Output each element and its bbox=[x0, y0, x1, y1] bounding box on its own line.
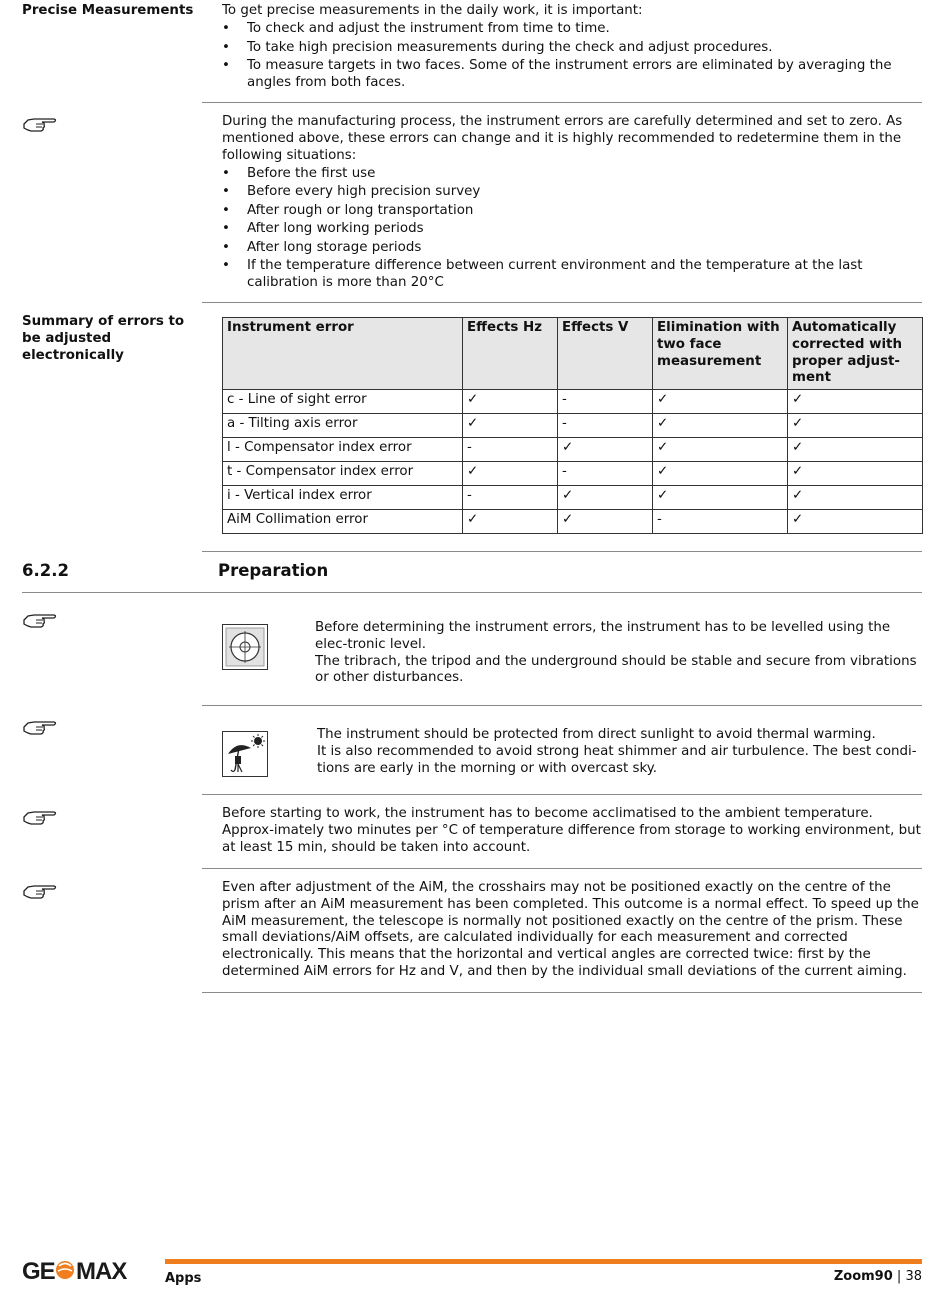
column-header: Automatically corrected with proper adjust-ment bbox=[788, 318, 923, 390]
list-item: • To measure targets in two faces. Some of the instrument errors are eliminated by averaging the angles from both faces. bbox=[222, 58, 922, 92]
table-cell: i - Vertical index error bbox=[223, 486, 463, 510]
list-item: • Before the first use bbox=[222, 166, 922, 183]
table-cell: ✓ bbox=[788, 486, 923, 510]
table-row bbox=[223, 390, 923, 414]
list-item: • To take high precision measurements during the check and adjust procedures. bbox=[222, 40, 922, 57]
table-header-row bbox=[223, 318, 923, 390]
table-cell: - bbox=[558, 390, 653, 414]
footer-section-name: Apps bbox=[165, 1271, 202, 1286]
pointing-hand-icon bbox=[22, 611, 58, 629]
list-item: • After long working periods bbox=[222, 221, 922, 238]
svg-text:MAX: MAX bbox=[76, 1258, 127, 1282]
footer-accent-bar bbox=[165, 1259, 922, 1264]
note-level-line1: Before determining the instrument errors, the instrument has to be levelled using the elec-tronic level. bbox=[315, 620, 891, 652]
footer-product: Zoom90 bbox=[833, 1269, 893, 1284]
table-cell: - bbox=[558, 462, 653, 486]
list-item: • Before every high precision survey bbox=[222, 184, 922, 201]
note-level-block bbox=[315, 620, 922, 687]
footer-page-info bbox=[834, 1269, 922, 1286]
table-cell: ✓ bbox=[463, 390, 558, 414]
table-cell: ✓ bbox=[558, 510, 653, 534]
table-cell: - bbox=[463, 486, 558, 510]
divider bbox=[202, 868, 922, 869]
level-bubble-icon bbox=[222, 624, 268, 670]
precise-intro: To get precise measurements in the daily work, it is important: bbox=[222, 3, 643, 18]
note-level-line2: The tribrach, the tripod and the underground should be stable and secure from vibrations or other disturbances. bbox=[315, 653, 917, 686]
note-acclimatise-text: Before starting to work, the instrument has to become acclimatised to the ambient temperature. Approx-imately two minutes per °C of temperature difference from storage to working environment, but at least 15 min, should be taken into account. bbox=[222, 806, 921, 855]
precise-bullets bbox=[222, 21, 922, 91]
table-cell: ✓ bbox=[653, 438, 788, 462]
section-title: Preparation bbox=[218, 561, 329, 580]
list-item: • After rough or long transportation bbox=[222, 203, 922, 220]
table-cell: - bbox=[558, 414, 653, 438]
divider bbox=[202, 551, 922, 552]
table-row bbox=[223, 438, 923, 462]
table-cell: ✓ bbox=[788, 510, 923, 534]
table-cell: ✓ bbox=[653, 390, 788, 414]
pointing-hand-icon bbox=[22, 718, 58, 736]
table-cell: ✓ bbox=[653, 462, 788, 486]
column-header: Elimination with two face measurement bbox=[653, 318, 788, 390]
divider bbox=[202, 794, 922, 795]
pointing-hand-icon bbox=[22, 808, 58, 826]
column-header: Instrument error bbox=[223, 318, 463, 390]
table-cell: ✓ bbox=[463, 462, 558, 486]
table-cell: - bbox=[653, 510, 788, 534]
divider bbox=[202, 705, 922, 706]
note-sun-line1: The instrument should be protected from direct sunlight to avoid thermal warming. bbox=[317, 727, 876, 742]
note-sun-line2: It is also recommended to avoid strong heat shimmer and air turbulence. The best condi-tions are early in the morning or with overcast sky. bbox=[317, 743, 917, 776]
pointing-hand-icon bbox=[22, 882, 58, 900]
sun-umbrella-icon bbox=[222, 731, 268, 777]
table-cell: ✓ bbox=[788, 438, 923, 462]
table-cell: t - Compensator index error bbox=[223, 462, 463, 486]
footer-page-number: 38 bbox=[905, 1269, 922, 1284]
divider bbox=[202, 992, 922, 993]
divider bbox=[202, 302, 922, 303]
table-row bbox=[223, 414, 923, 438]
table-cell: ✓ bbox=[788, 462, 923, 486]
table-cell: ✓ bbox=[653, 486, 788, 510]
divider bbox=[22, 592, 922, 593]
footer-separator: | bbox=[896, 1269, 902, 1284]
list-item: • After long storage periods bbox=[222, 240, 922, 257]
note-sun-block bbox=[317, 727, 922, 777]
geomax-logo bbox=[22, 1258, 152, 1282]
table-row bbox=[223, 462, 923, 486]
column-header: Effects Hz bbox=[463, 318, 558, 390]
table-cell: ✓ bbox=[558, 438, 653, 462]
table-cell: c - Line of sight error bbox=[223, 390, 463, 414]
note1-bullets bbox=[222, 166, 922, 292]
table-cell: ✓ bbox=[788, 414, 923, 438]
table-row bbox=[223, 486, 923, 510]
errors-table bbox=[222, 317, 923, 534]
table-cell: ✓ bbox=[653, 414, 788, 438]
side-label-precise: Precise Measurements bbox=[22, 3, 194, 18]
table-cell: a - Tilting axis error bbox=[223, 414, 463, 438]
column-header: Effects V bbox=[558, 318, 653, 390]
pointing-hand-icon bbox=[22, 115, 58, 133]
section-number: 6.2.2 bbox=[22, 561, 69, 580]
list-item: • To check and adjust the instrument from time to time. bbox=[222, 21, 922, 38]
table-cell: ✓ bbox=[463, 510, 558, 534]
table-cell: AiM Collimation error bbox=[223, 510, 463, 534]
precise-block bbox=[222, 3, 922, 92]
table-row bbox=[223, 510, 923, 534]
side-label-summary: Summary of errors to be adjusted electronically bbox=[22, 314, 185, 363]
table-cell: ✓ bbox=[463, 414, 558, 438]
note-aim-text: Even after adjustment of the AiM, the crosshairs may not be positioned exactly on the centre of the prism after an AiM measurement has been completed. This outcome is a normal effect. To speed up the AiM measurement, the telescope is normally not positioned exactly on the centre of the prism. These small deviations/AiM offsets, are calculated individually for each measurement and corrected electronically. This means that the horizontal and vertical angles are corrected twice: first by the determined AiM errors for Hz and V, and then by the individual small deviations of the current aiming. bbox=[222, 880, 919, 979]
table-cell: ✓ bbox=[558, 486, 653, 510]
table-cell: - bbox=[463, 438, 558, 462]
divider bbox=[202, 102, 922, 103]
note1-block bbox=[222, 114, 922, 292]
svg-text:GE: GE bbox=[22, 1258, 55, 1282]
note1-text: During the manufacturing process, the instrument errors are carefully determined and set to zero. As mentioned above, these errors can change and it is highly recommended to redetermine them in the following situations: bbox=[222, 114, 903, 163]
table-cell: ✓ bbox=[788, 390, 923, 414]
list-item: • If the temperature difference between current environment and the temperature at the last calibration is more than 20°C bbox=[222, 258, 922, 292]
table-cell: l - Compensator index error bbox=[223, 438, 463, 462]
